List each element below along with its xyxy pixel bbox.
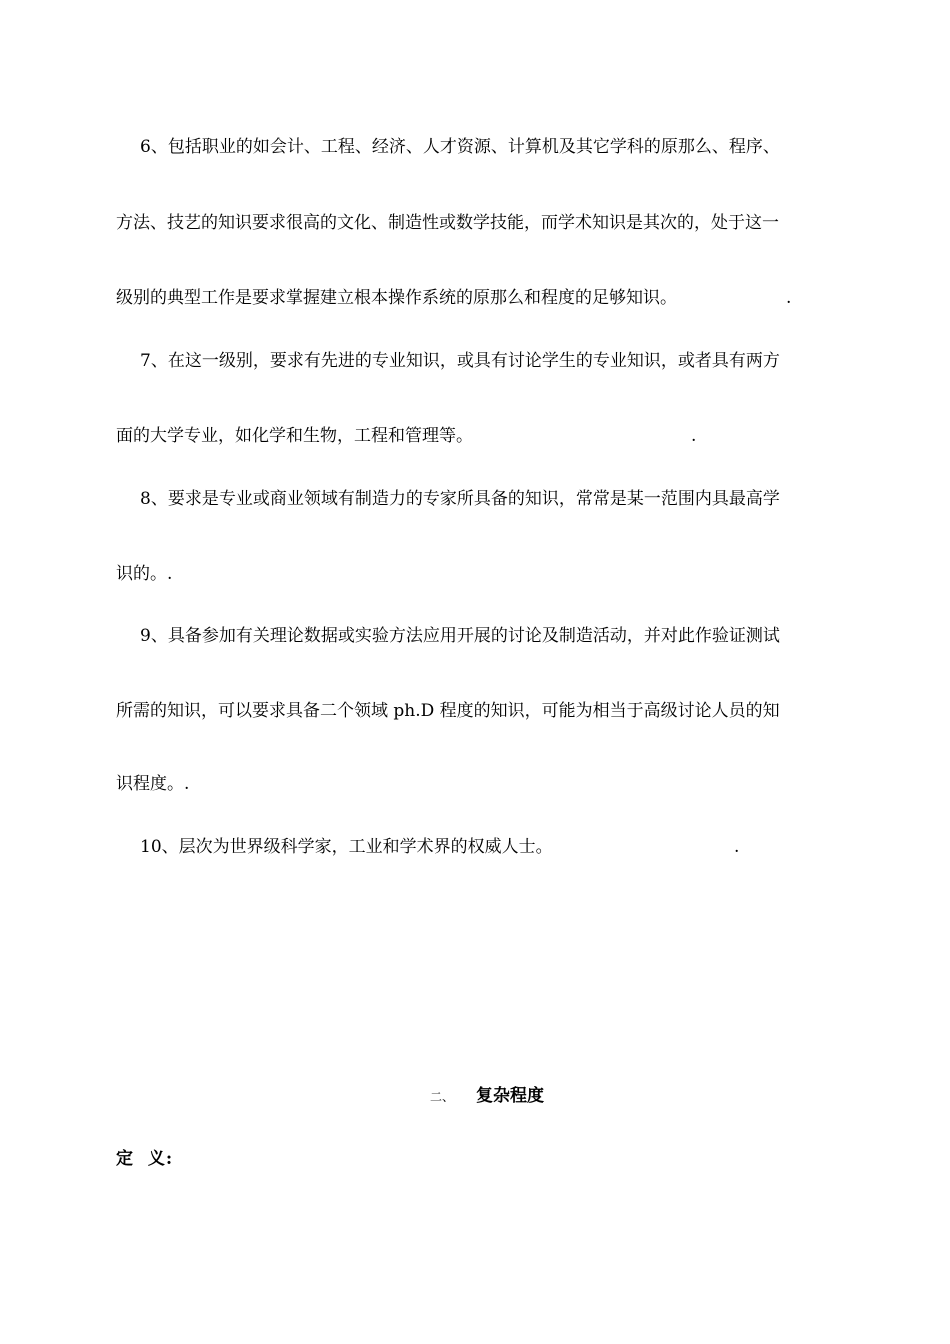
paragraph-9-line-1: 9、具备参加有关理论数据或实验方法应用开展的讨论及制造活动，并对此作验证测试 (140, 626, 780, 646)
definition-label: 定 义: (116, 1149, 174, 1169)
paragraph-6-line-1: 6、包括职业的如会计、工程、经济、人才资源、计算机及其它学科的原那么、程序、 (140, 137, 780, 157)
paragraph-6-line-2: 方法、技艺的知识要求很高的文化、制造性或数学技能，而学术知识是其次的，处于这一 (116, 213, 779, 233)
paragraph-9-line-3: 识程度。. (116, 774, 190, 794)
paragraph-7-line-2: 面的大学专业，如化学和生物，工程和管理等。 (116, 426, 473, 446)
section-title: 复杂程度 (476, 1086, 545, 1106)
section-heading (430, 1085, 544, 1108)
paragraph-6-trailing-dot: . (786, 288, 792, 308)
paragraph-7-line-1: 7、在这一级别，要求有先进的专业知识，或具有讨论学生的专业知识，或者具有两方 (140, 351, 780, 371)
paragraph-8-line-2: 识的。. (116, 564, 173, 584)
paragraph-9-line-2: 所需的知识，可以要求具备二个领域 ph.D 程度的知识，可能为相当于高级讨论人员的知 (116, 701, 780, 721)
paragraph-8-line-1: 8、要求是专业或商业领域有制造力的专家所具备的知识，常常是某一范围内具最高学 (140, 489, 780, 509)
paragraph-10-trailing-dot: . (734, 837, 740, 857)
section-number: 二、 (430, 1090, 455, 1104)
paragraph-10-line-1: 10、层次为世界级科学家，工业和学术界的权威人士。 (140, 837, 553, 857)
paragraph-6-line-3: 级别的典型工作是要求掌握建立根本操作系统的原那么和程度的足够知识。 (116, 288, 677, 308)
paragraph-7-trailing-dot: . (691, 426, 697, 446)
